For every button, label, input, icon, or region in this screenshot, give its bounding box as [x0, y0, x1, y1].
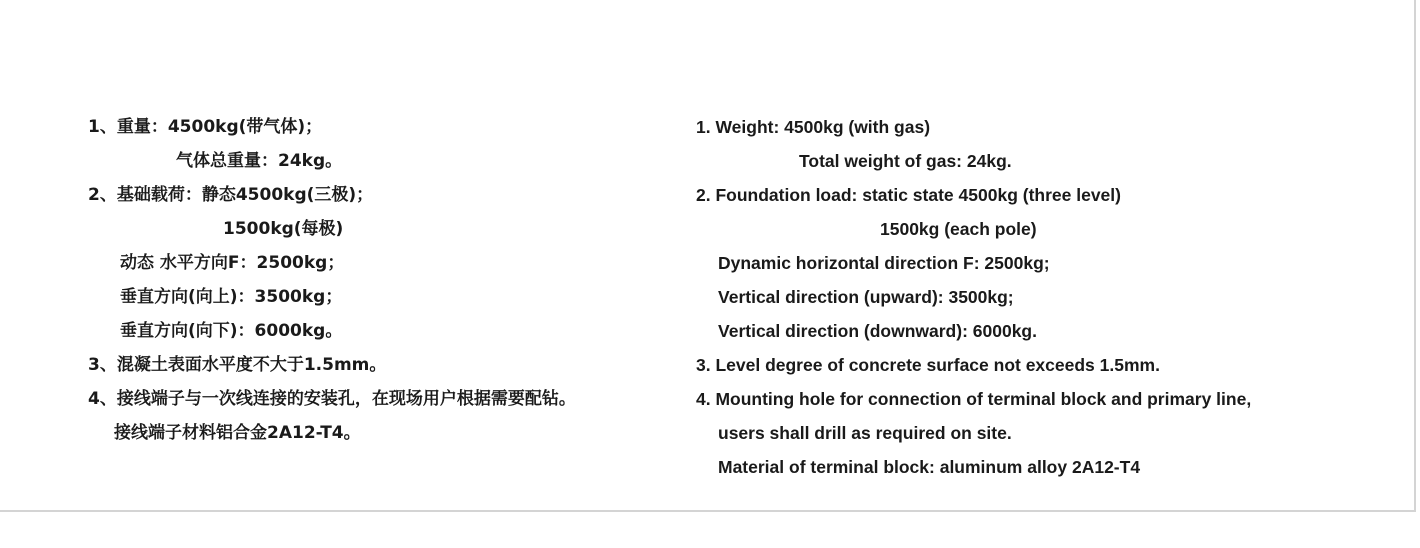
en-weight-line: 1. Weight: 4500kg (with gas): [696, 117, 931, 137]
en-vertical-down-line: Vertical direction (downward): 6000kg.: [718, 321, 1037, 341]
cn-each-pole-line: 1500kg(每极): [223, 219, 344, 239]
en-terminal-material-line: Material of terminal block: aluminum alloy 2A12-T4: [718, 457, 1141, 477]
en-each-pole-line: 1500kg (each pole): [880, 219, 1037, 239]
en-vertical-up-line: Vertical direction (upward): 3500kg;: [718, 287, 1014, 307]
en-drill-on-site-line: users shall drill as required on site.: [718, 423, 1012, 443]
cn-dynamic-horizontal-line: 动态 水平方向F：2500kg；: [120, 253, 345, 273]
cn-terminal-material-line: 接线端子材料铝合金2A12-T4。: [114, 423, 361, 443]
en-foundation-load-line: 2. Foundation load: static state 4500kg (three level): [696, 185, 1121, 205]
en-gas-weight-line: Total weight of gas: 24kg.: [799, 151, 1012, 171]
cn-vertical-down-line: 垂直方向(向下)：6000kg。: [120, 321, 343, 341]
en-mounting-hole-line: 4. Mounting hole for connection of terminal block and primary line,: [696, 389, 1252, 409]
cn-vertical-up-line: 垂直方向(向上)：3500kg；: [120, 287, 343, 307]
cn-foundation-load-line: 2、基础载荷：静态4500kg(三极)；: [88, 185, 374, 205]
en-concrete-level-line: 3. Level degree of concrete surface not exceeds 1.5mm.: [696, 355, 1160, 375]
cn-concrete-level-line: 3、混凝土表面水平度不大于1.5mm。: [88, 355, 387, 375]
en-dynamic-horizontal-line: Dynamic horizontal direction F: 2500kg;: [718, 253, 1050, 273]
cn-mounting-hole-line: 4、接线端子与一次线连接的安装孔，在现场用户根据需要配钻。: [88, 389, 576, 409]
cn-gas-weight-line: 气体总重量：24kg。: [176, 151, 343, 171]
cn-weight-line: 1、重量：4500kg(带气体)；: [88, 117, 323, 137]
